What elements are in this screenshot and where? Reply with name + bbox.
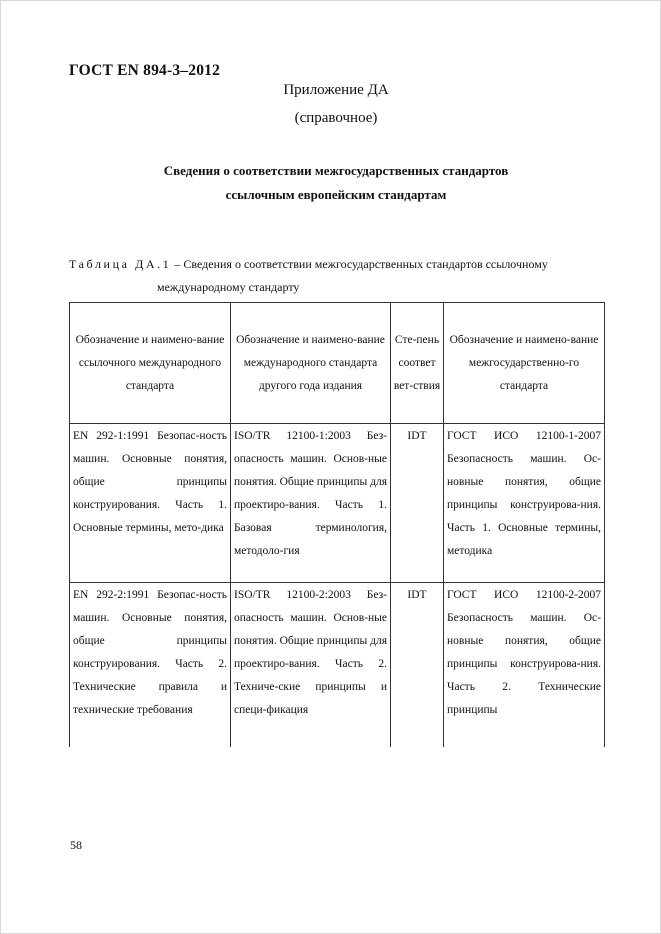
cell-degree bbox=[391, 424, 444, 583]
section-title-line-2: ссылочным европейским стандартам bbox=[225, 187, 447, 202]
cell-gost bbox=[444, 583, 605, 748]
cell-ref bbox=[70, 583, 231, 748]
table-header-row bbox=[70, 303, 605, 424]
header-degree: Сте-пень соответ вет-ствия bbox=[391, 303, 444, 424]
cell-degree-text: IDT bbox=[407, 589, 427, 601]
document-code: ГОСТ EN 894-3–2012 bbox=[69, 62, 221, 79]
appendix-title: Приложение ДА bbox=[283, 82, 389, 98]
section-title bbox=[0, 159, 661, 207]
table-row bbox=[70, 424, 605, 583]
cell-gost-text: ГОСТ ИСО 12100-2-2007 Безопасность машин. Ос-новные понятия, общие принципы конструирова-ния. Часть 2. Технические принципы bbox=[447, 589, 601, 716]
section-title-line-1: Сведения о соответствии межгосударственных стандартов bbox=[163, 163, 509, 178]
table-caption bbox=[69, 253, 629, 299]
page-number: 58 bbox=[70, 838, 82, 852]
cell-intl bbox=[231, 424, 391, 583]
table-caption-text: – Сведения о соответствии межгосударственных стандартов ссылочному bbox=[171, 257, 548, 271]
cell-intl bbox=[231, 583, 391, 748]
table-caption-text-line-2: международному стандарту bbox=[157, 280, 300, 294]
cell-ref bbox=[70, 424, 231, 583]
cell-gost bbox=[444, 424, 605, 583]
correspondence-table bbox=[69, 302, 605, 747]
cell-ref-text: EN 292-1:1991 Безопас-ность машин. Основные понятия, общие принципы конструирования. Часть 1. Основные термины, мето-дика bbox=[73, 430, 227, 534]
header-ref-standard: Обозначение и наимено-вание ссылочного международного стандарта bbox=[70, 303, 231, 424]
cell-ref-text: EN 292-2:1991 Безопас-ность машин. Основные понятия, общие принципы конструирования. Часть 2. Технические правила и технические требования bbox=[73, 589, 227, 716]
appendix-subtitle: (справочное) bbox=[294, 110, 378, 126]
cell-intl-text: ISO/TR 12100-1:2003 Без-опасность машин. Основ-ные понятия. Общие принципы для проектиро-вания. Часть 1. Базовая терминология, методоло-гия bbox=[234, 430, 387, 557]
header-intl-standard: Обозначение и наимено-вание международного стандарта другого года издания bbox=[231, 303, 391, 424]
table-caption-prefix: Таблица ДА.1 bbox=[69, 257, 172, 271]
table-row bbox=[70, 583, 605, 748]
header-gost-standard: Обозначение и наимено-вание межгосударственно-го стандарта bbox=[444, 303, 605, 424]
cell-degree-text: IDT bbox=[407, 430, 427, 442]
cell-degree bbox=[391, 583, 444, 748]
cell-gost-text: ГОСТ ИСО 12100-1-2007 Безопасность машин. Ос-новные понятия, общие принципы конструирова-ния. Часть 1. Основные термины, методика bbox=[447, 430, 601, 557]
cell-intl-text: ISO/TR 12100-2:2003 Без-опасность машин. Основ-ные понятия. Общие принципы для проектиро-вания. Часть 2. Техниче-ские принципы и специ-фикация bbox=[234, 589, 387, 716]
